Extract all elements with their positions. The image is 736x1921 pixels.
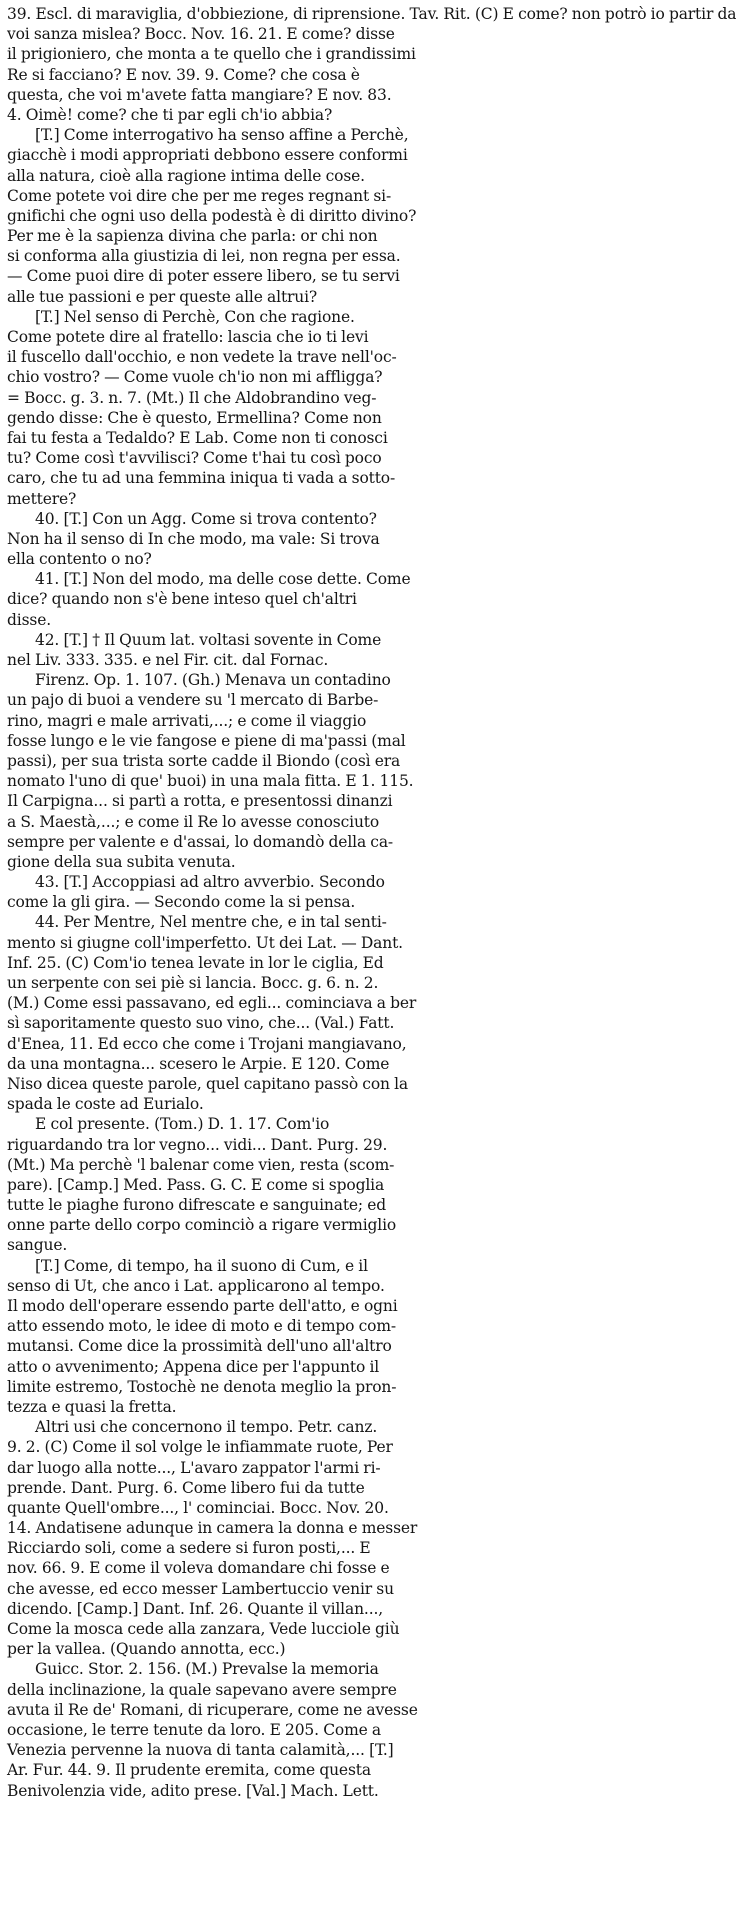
text-line: gione della sua subita venuta.	[7, 852, 236, 871]
text-line: onne parte dello corpo cominciò a rigare vermiglio	[7, 1216, 397, 1235]
text-line: come la gli gira. — Secondo come la si pensa.	[7, 893, 356, 912]
text-line: da una montagna... scesero le Arpie. E 120. Come	[7, 1054, 390, 1073]
text-line: avuta il Re de' Romani, di ricuperare, come ne avesse	[7, 1700, 418, 1719]
text-line: mettere?	[7, 489, 77, 508]
text-line: nomato l'uno di que' buoi) in una mala fitta. E 1. 115.	[7, 772, 414, 791]
text-line: un pajo di buoi a vendere su 'l mercato di Barbe-	[7, 691, 379, 710]
text-line: [T.] Come interrogativo ha senso affine a Perchè,	[35, 126, 409, 145]
text-line: prende. Dant. Purg. 6. Come libero fui da tutte	[7, 1478, 365, 1497]
text-line: a S. Maestà,...; e come il Re lo avesse conosciuto	[7, 812, 380, 831]
text-line: Niso dicea queste parole, quel capitano passò con la	[7, 1074, 409, 1093]
text-line: Come potete dire al fratello: lascia che io ti levi	[7, 328, 369, 346]
text-line: dar luogo alla notte..., L'avaro zappator l'armi ri-	[7, 1458, 381, 1477]
text-line: mento si giugne coll'imperfetto. Ut dei Lat. — Dant.	[7, 933, 403, 952]
text-line: rino, magri e male arrivati,...; e come il viaggio	[7, 711, 367, 730]
text-line: nov. 66. 9. E come il voleva domandare chi fosse e	[7, 1559, 390, 1578]
text-line: dice? quando non s'è bene inteso quel ch'altri	[7, 590, 357, 609]
text-line: occasione, le terre tenute da loro. E 205. Come a	[7, 1720, 382, 1739]
text-line: Firenz. Op. 1. 107. (Gh.) Menava un contadino	[35, 671, 391, 690]
text-line: tezza e quasi la fretta.	[7, 1397, 177, 1416]
text-line: voi sanza mislea? Bocc. Nov. 16. 21. E come? disse	[7, 25, 395, 44]
text-line: alla natura, cioè alla ragione intima delle cose.	[7, 166, 365, 185]
text-line: tu? Come così t'avvilisci? Come t'hai tu così poco	[7, 449, 382, 468]
text-line: Inf. 25. (C) Com'io tenea levate in lor le ciglia, Ed	[7, 953, 384, 972]
text-line: ella contento o no?	[7, 550, 152, 569]
text-line: Ricciardo soli, come a sedere si furon posti,... E	[7, 1539, 371, 1558]
text-line: passi), per sua trista sorte cadde il Biondo (così era	[7, 751, 401, 770]
text-line: spada le coste ad Eurialo.	[7, 1095, 204, 1114]
text-line: d'Enea, 11. Ed ecco che come i Trojani mangiavano,	[7, 1034, 407, 1053]
text-line: che avesse, ed ecco messer Lambertuccio venir su	[7, 1579, 394, 1598]
text-line: Il modo dell'operare essendo parte dell'atto, e ogni	[7, 1297, 398, 1315]
text-line: atto o avvenimento; Appena dice per l'appunto il	[7, 1357, 380, 1376]
text-line: quante Quell'ombre..., l' cominciai. Bocc. Nov. 20.	[7, 1498, 389, 1517]
text-line: 43. [T.] Accoppiasi ad altro avverbio. Secondo	[35, 873, 385, 892]
text-line: sempre per valente e d'assai, lo domandò della ca-	[7, 832, 394, 851]
text-line: tutte le piaghe furono difrescate e sanguinate; ed	[7, 1196, 387, 1215]
text-line: Benivolenzia vide, adito prese. [Val.] Mach. Lett.	[7, 1781, 379, 1800]
text-line: senso di Ut, che anco i Lat. applicarono al tempo.	[7, 1276, 385, 1295]
text-line: Non ha il senso di In che modo, ma vale: Si trova	[7, 529, 380, 548]
text-line: disse.	[7, 610, 51, 629]
text-line: questa, che voi m'avete fatta mangiare? E nov. 83.	[7, 85, 392, 104]
text-line: (Mt.) Ma perchè 'l balenar come vien, resta (scom-	[7, 1155, 395, 1174]
text-line: gnifichi che ogni uso della podestà è di diritto divino?	[7, 206, 417, 225]
text-line: riguardando tra lor vegno... vidi... Dant. Purg. 29.	[7, 1135, 388, 1154]
text-line: un serpente con sei piè si lancia. Bocc. g. 6. n. 2.	[7, 974, 379, 992]
text-line: 42. [T.] † Il Quum lat. voltasi sovente in Come	[35, 630, 382, 649]
text-line: Come potete voi dire che per me reges regnant si-	[7, 186, 392, 205]
text-line: Come la mosca cede alla zanzara, Vede lucciole giù	[7, 1620, 400, 1638]
text-line: Altri usi che concernono il tempo. Petr. canz.	[35, 1418, 378, 1437]
text-line: fosse lungo e le vie fangose e piene di ma'passi (mal	[7, 731, 406, 750]
text-line: atto essendo moto, le idee di moto e di tempo com-	[7, 1317, 396, 1336]
text-line: Ar. Fur. 44. 9. Il prudente eremita, come questa	[7, 1761, 371, 1780]
text-line: 39. Escl. di maraviglia, d'obbiezione, di riprensione. Tav. Rit. (C) E come? non potrò io partir da	[7, 5, 736, 23]
text-line: sì saporitamente questo suo vino, che... (Val.) Fatt.	[7, 1014, 395, 1033]
text-line: Re si facciano? E nov. 39. 9. Come? che cosa è	[7, 65, 360, 84]
text-line: il prigioniero, che monta a te quello che i grandissimi	[7, 45, 416, 64]
text-line: = Bocc. g. 3. n. 7. (Mt.) Il che Aldobrandino veg-	[7, 388, 377, 407]
text-line: 14. Andatisene adunque in camera la donna e messer	[7, 1519, 418, 1538]
text-line: 40. [T.] Con un Agg. Come si trova contento?	[35, 509, 377, 528]
text-line: limite estremo, Tostochè ne denota meglio la pron-	[7, 1377, 397, 1396]
text-line: alle tue passioni e per queste alle altrui?	[7, 287, 318, 306]
text-line: il fuscello dall'occhio, e non vedete la trave nell'oc-	[7, 348, 397, 367]
text-line: caro, che tu ad una femmina iniqua ti vada a sotto-	[7, 469, 396, 488]
text-line: per la vallea. (Quando annotta, ecc.)	[7, 1640, 286, 1659]
text-line: Per me è la sapienza divina che parla: or chi non	[7, 227, 378, 246]
text-line: della inclinazione, la quale sapevano avere sempre	[7, 1680, 397, 1699]
text-line: 44. Per Mentre, Nel mentre che, e in tal senti-	[35, 913, 387, 932]
text-line: Il Carpigna... si partì a rotta, e presentossi dinanzi	[7, 792, 393, 811]
text-line: E col presente. (Tom.) D. 1. 17. Com'io	[35, 1115, 330, 1134]
text-line: fai tu festa a Tedaldo? E Lab. Come non ti conosci	[7, 428, 388, 447]
text-line: — Come puoi dire di poter essere libero, se tu servi	[7, 267, 400, 286]
text-line: 9. 2. (C) Come il sol volge le infiammate ruote, Per	[7, 1438, 393, 1457]
text-line: giacchè i modi appropriati debbono essere conformi	[7, 146, 408, 165]
text-line: chio vostro? — Come vuole ch'io non mi affligga?	[7, 368, 383, 387]
text-line: pare). [Camp.] Med. Pass. G. C. E come si spoglia	[7, 1175, 385, 1194]
text-line: sangue.	[7, 1236, 68, 1255]
text-line: Guicc. Stor. 2. 156. (M.) Prevalse la memoria	[35, 1660, 379, 1679]
text-line: gendo disse: Che è questo, Ermellina? Come non	[7, 408, 382, 427]
text-line: [T.] Nel senso di Perchè, Con che ragione.	[35, 307, 355, 326]
text-line: (M.) Come essi passavano, ed egli... cominciava a ber	[7, 994, 417, 1013]
text-line: si conforma alla giustizia di lei, non regna per essa.	[7, 247, 401, 266]
text-line: nel Liv. 333. 335. e nel Fir. cit. dal Fornac.	[7, 651, 329, 669]
text-line: [T.] Come, di tempo, ha il suono di Cum, e il	[35, 1256, 368, 1275]
text-line: 4. Oimè! come? che ti par egli ch'io abbia?	[7, 105, 333, 124]
text-line: mutansi. Come dice la prossimità dell'uno all'altro	[7, 1337, 392, 1356]
text-line: dicendo. [Camp.] Dant. Inf. 26. Quante il villan...,	[7, 1599, 384, 1618]
text-line: 41. [T.] Non del modo, ma delle cose dette. Come	[35, 570, 411, 589]
text-line: Venezia pervenne la nuova di tanta calamità,... [T.]	[7, 1741, 394, 1760]
